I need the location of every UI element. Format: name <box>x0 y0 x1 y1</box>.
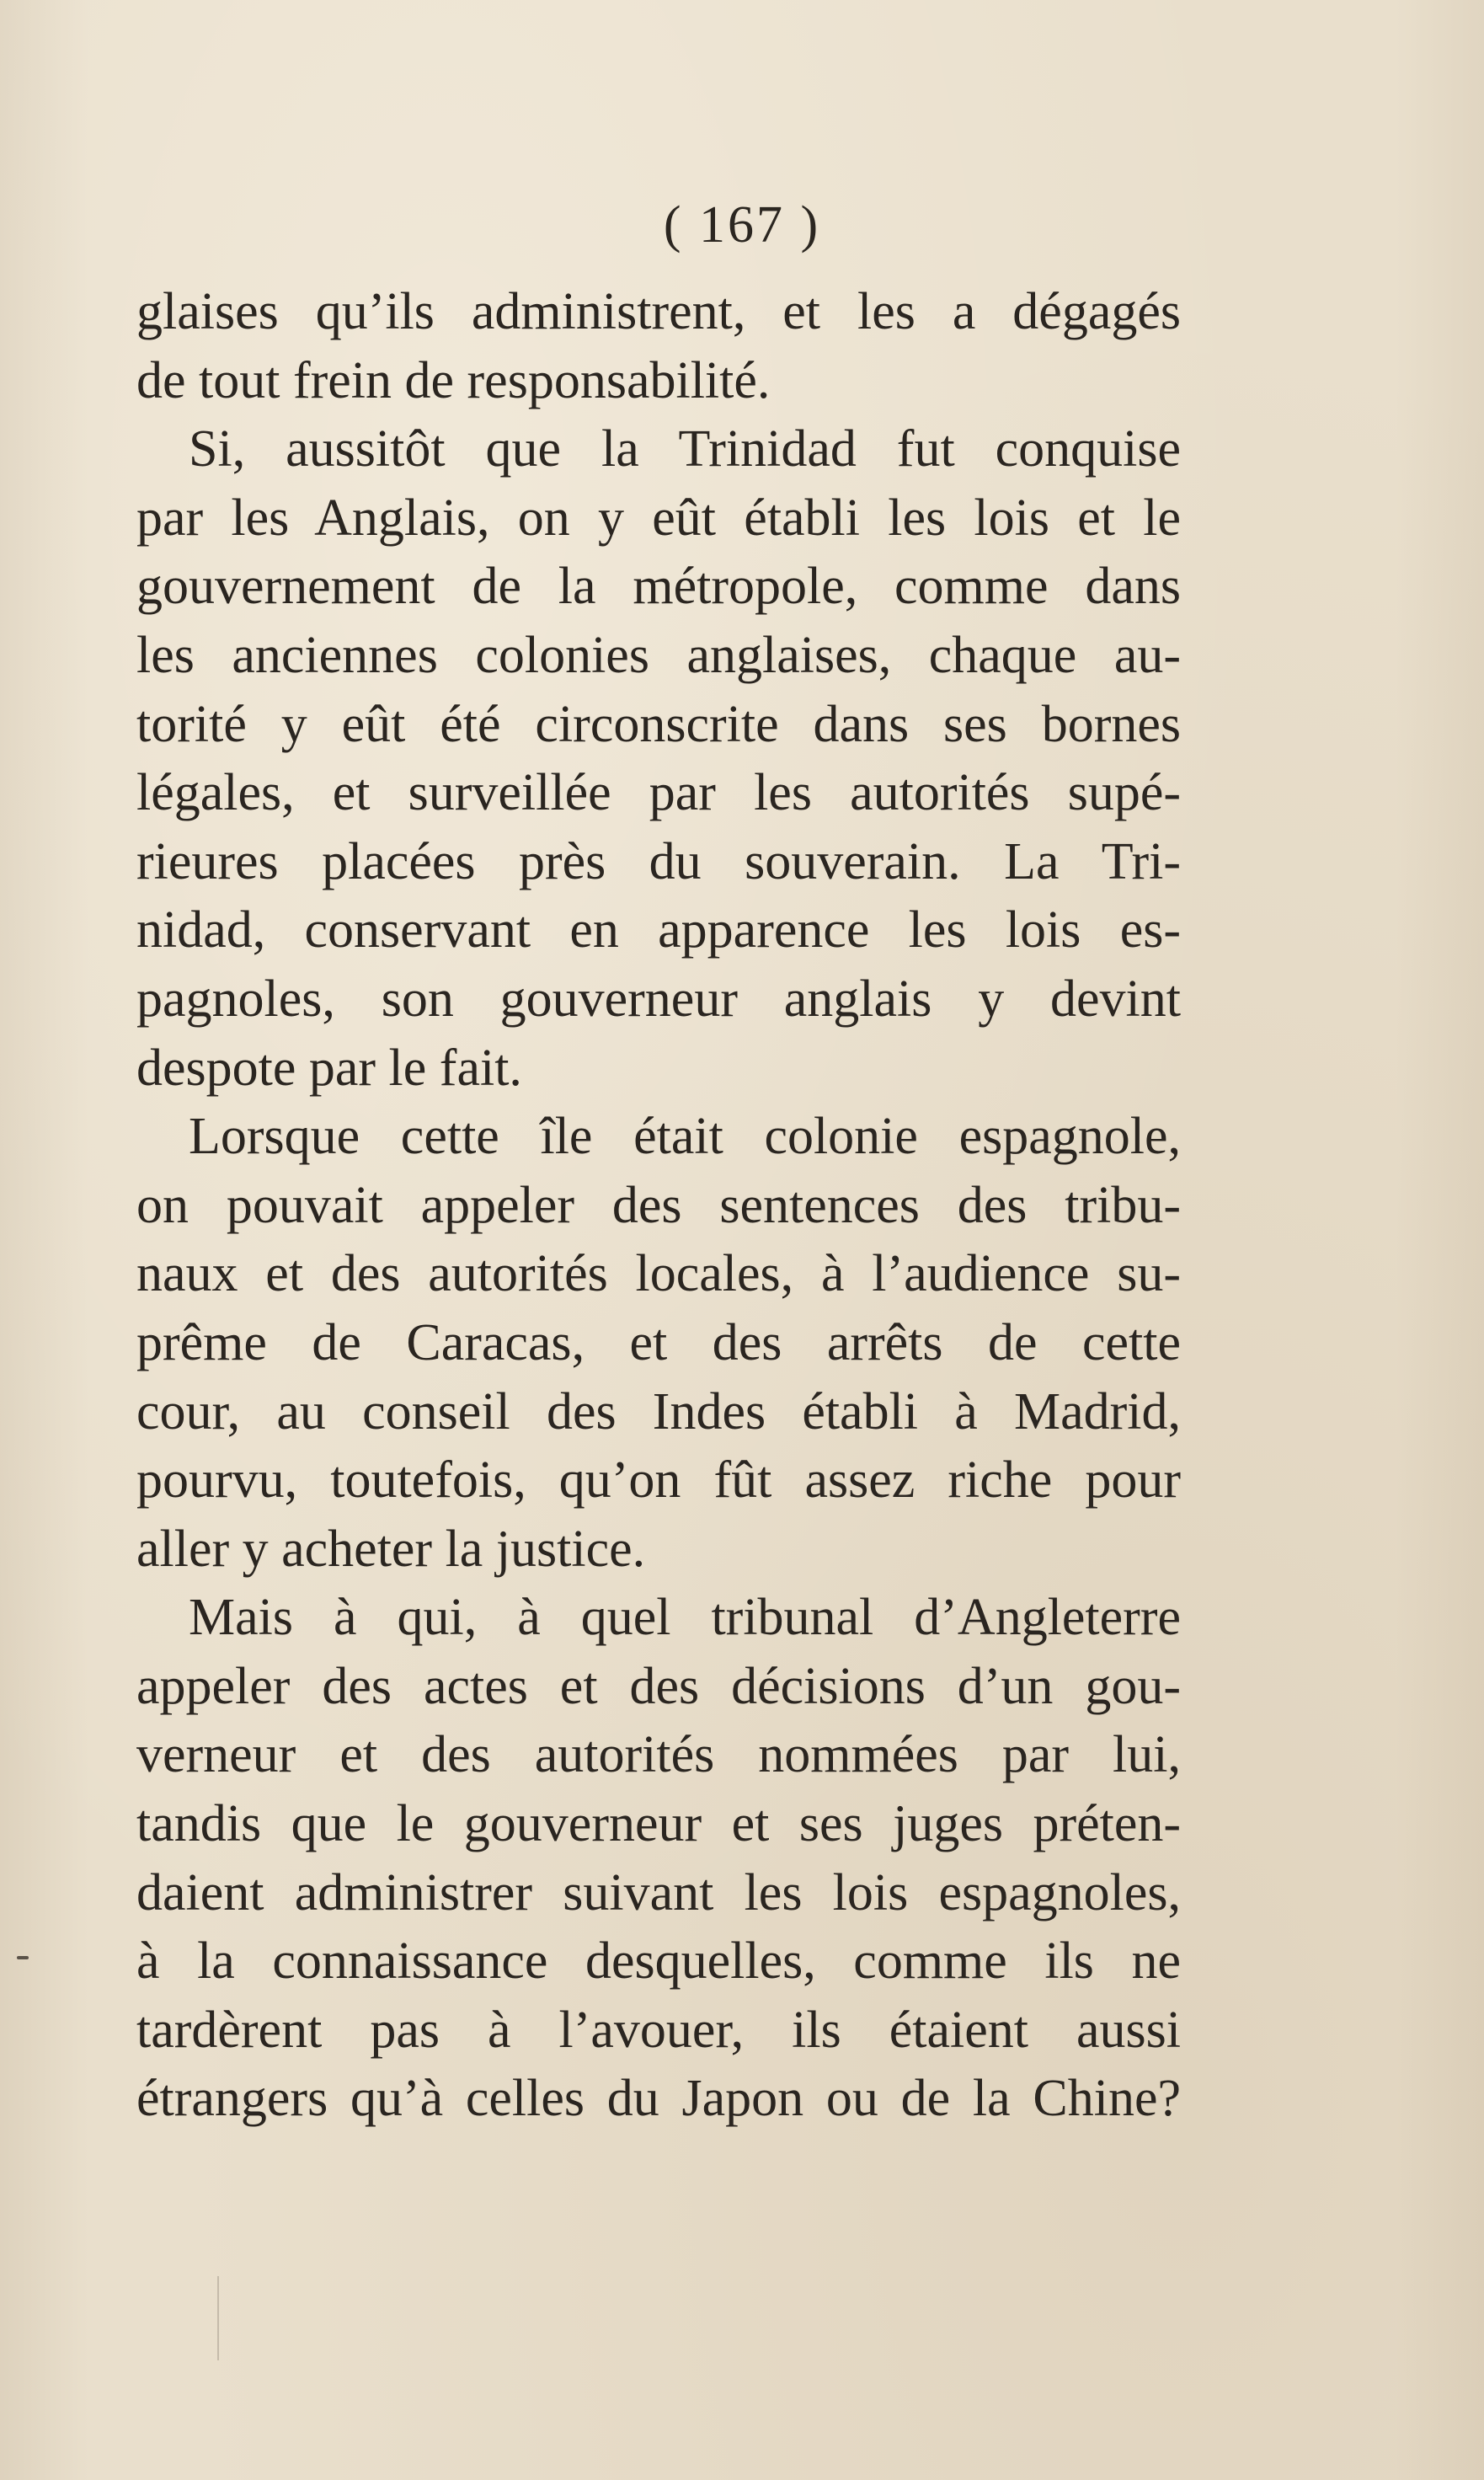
text-line: tardèrent pas à l’avouer, ils étaient aussi <box>136 2001 1181 2059</box>
text-line: naux et des autorités locales, à l’audience su- <box>136 1245 1181 1303</box>
text-line: par les Anglais, on y eût établi les lois et le <box>136 489 1181 547</box>
text-line: daient administrer suivant les lois espagnoles, <box>136 1863 1181 1921</box>
paper-crease <box>217 2276 219 2360</box>
text-line: Si, aussitôt que la Trinidad fut conquise <box>189 420 1181 478</box>
text-line: torité y eût été circonscrite dans ses bornes <box>136 695 1181 753</box>
text-line: appeler des actes et des décisions d’un gou- <box>136 1657 1181 1715</box>
text-line: verneur et des autorités nommées par lui, <box>136 1726 1181 1784</box>
text-line: on pouvait appeler des sentences des tribu- <box>136 1176 1181 1234</box>
text-line: Mais à qui, à quel tribunal d’Angleterre <box>189 1589 1181 1647</box>
text-line: nidad, conservant en apparence les lois es- <box>136 901 1181 959</box>
text-line: rieures placées près du souverain. La Tri- <box>136 832 1181 890</box>
text-line: Lorsque cette île était colonie espagnole, <box>189 1108 1181 1166</box>
ink-speck <box>17 1956 29 1959</box>
text-line: tandis que le gouverneur et ses juges préten- <box>136 1795 1181 1853</box>
text-line: pourvu, toutefois, qu’on fût assez riche pour <box>136 1451 1181 1510</box>
text-line: légales, et surveillée par les autorités supé- <box>136 764 1181 822</box>
text-line: pagnoles, son gouverneur anglais y devint <box>136 970 1181 1028</box>
text-line: glaises qu’ils administrent, et les a dégagés <box>136 283 1181 340</box>
text-line: despote par le fait. <box>136 1039 522 1097</box>
page-number: ( 167 ) <box>663 196 821 254</box>
text-line: étrangers qu’à celles du Japon ou de la Chine? <box>136 2070 1181 2128</box>
text-line: les anciennes colonies anglaises, chaque au- <box>136 626 1181 684</box>
text-line: à la connaissance desquelles, comme ils ne <box>136 1932 1181 1991</box>
text-line: de tout frein de responsabilité. <box>136 351 771 409</box>
text-line: prême de Caracas, et des arrêts de cette <box>136 1313 1181 1371</box>
text-line: cour, au conseil des Indes établi à Madrid, <box>136 1382 1181 1440</box>
body-text <box>136 278 1181 2134</box>
text-line: gouvernement de la métropole, comme dans <box>136 558 1181 616</box>
text-line: aller y acheter la justice. <box>136 1520 646 1578</box>
